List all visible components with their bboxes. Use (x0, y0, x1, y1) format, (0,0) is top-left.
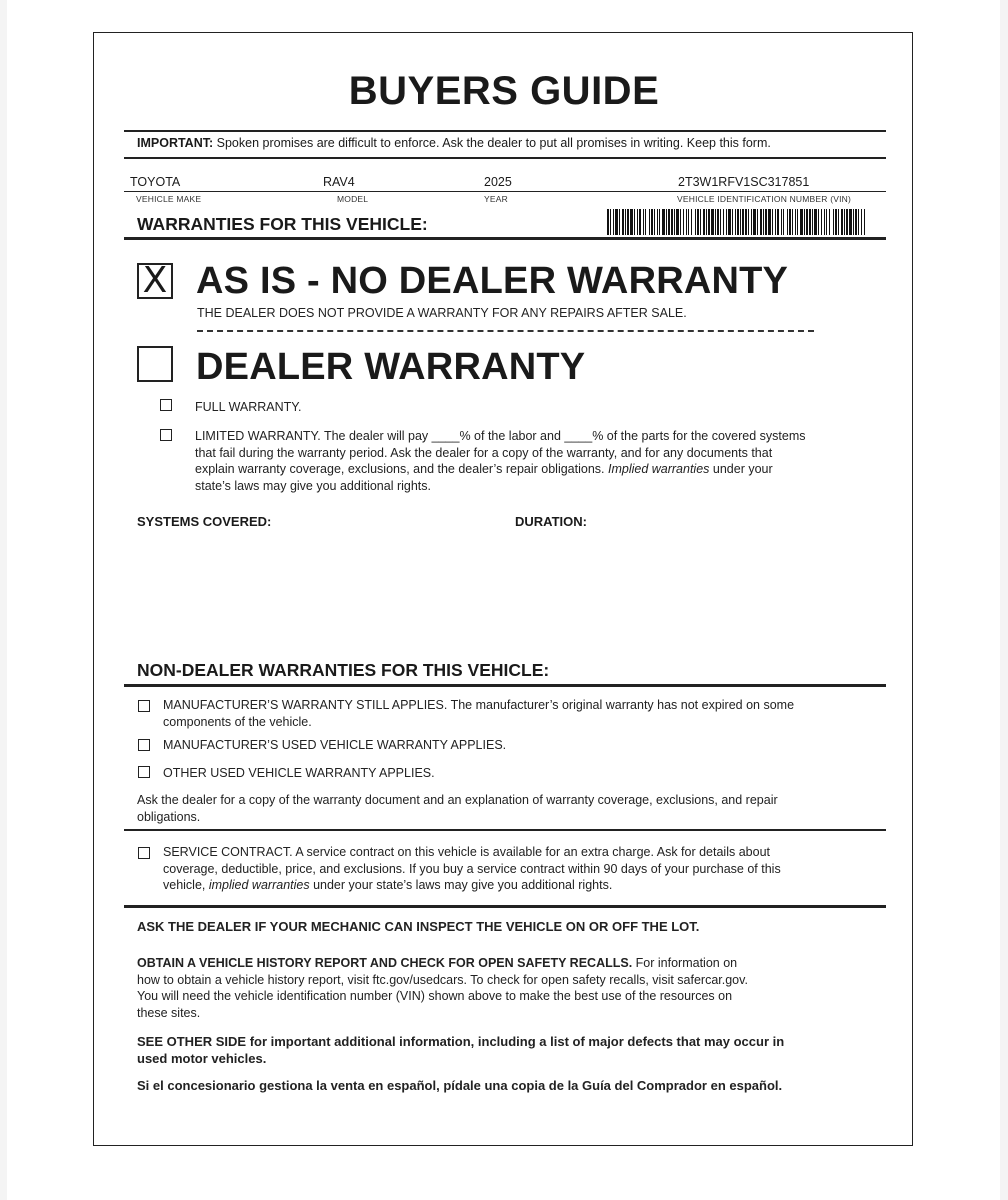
as-is-subtext: THE DEALER DOES NOT PROVIDE A WARRANTY FOR ANY REPAIRS AFTER SALE. (197, 306, 687, 320)
text-part: under your state’s laws may give you additional rights. (309, 878, 613, 892)
limited-warranty-text-part: under your (709, 462, 773, 476)
vehicle-history-paragraph (137, 955, 748, 1021)
limited-warranty-line (195, 461, 805, 478)
divider (124, 237, 886, 240)
vehicle-year-label: YEAR (484, 194, 508, 204)
vehicle-history-bold: OBTAIN A VEHICLE HISTORY REPORT AND CHECK FOR OPEN SAFETY RECALLS. (137, 956, 633, 970)
divider (124, 829, 886, 831)
text-line: components of the vehicle. (163, 714, 312, 729)
divider (124, 157, 886, 159)
manufacturer-warranty-text (163, 697, 794, 730)
systems-covered-label: SYSTEMS COVERED: (137, 514, 272, 529)
warranties-heading: WARRANTIES FOR THIS VEHICLE: (137, 214, 428, 234)
other-used-warranty-label: OTHER USED VEHICLE WARRANTY APPLIES. (163, 766, 435, 780)
text-line: these sites. (137, 1005, 201, 1020)
important-label: IMPORTANT: (137, 136, 214, 150)
text-line: SERVICE CONTRACT. A service contract on this vehicle is available for an extra charge. Ask for details about (163, 845, 770, 859)
divider (124, 130, 886, 132)
text-line: You will need the vehicle identification number (VIN) shown above to make the best use of the resources on (137, 989, 733, 1003)
text-line: used motor vehicles. (137, 1050, 267, 1066)
vehicle-year: 2025 (484, 175, 512, 189)
mechanic-inspection-note: ASK THE DEALER IF YOUR MECHANIC CAN INSPECT THE VEHICLE ON OR OFF THE LOT. (137, 919, 700, 934)
vehicle-make-label: VEHICLE MAKE (136, 194, 202, 204)
text-line: MANUFACTURER’S WARRANTY STILL APPLIES. The manufacturer’s original warranty has not expired on some (163, 698, 795, 712)
vehicle-vin: 2T3W1RFV1SC317851 (678, 175, 810, 189)
manufacturer-warranty-checkbox[interactable] (138, 700, 150, 712)
limited-warranty-checkbox[interactable] (160, 429, 172, 441)
manufacturer-used-warranty-checkbox[interactable] (138, 739, 150, 751)
service-contract-checkbox[interactable] (138, 847, 150, 859)
text-line (137, 1034, 784, 1051)
text-line: how to obtain a vehicle history report, visit ftc.gov/usedcars. To check for open safety recalls, visit safercar.gov. (137, 972, 748, 987)
divider (124, 684, 886, 687)
form-title: BUYERS GUIDE (348, 69, 660, 113)
limited-warranty-text-part: explain warranty coverage, exclusions, and the dealer’s repair obligations. (195, 462, 608, 476)
vehicle-model-label: MODEL (337, 194, 369, 204)
text-line (137, 955, 748, 972)
see-other-side-bold: SEE OTHER SIDE (137, 1034, 247, 1049)
as-is-heading: AS IS - NO DEALER WARRANTY (196, 260, 789, 302)
important-text: Spoken promises are difficult to enforce. Ask the dealer to put all promises in writing. Keep this form. (216, 136, 771, 150)
vehicle-vin-label: VEHICLE IDENTIFICATION NUMBER (VIN) (677, 194, 852, 204)
limited-warranty-text (195, 428, 805, 494)
text-part: for important additional information, including a list of major defects that may occur in (246, 1034, 785, 1049)
spanish-notice: Si el concesionario gestiona la venta en español, pídale una copia de la Guía del Comprador en español. (137, 1078, 783, 1093)
duration-label: DURATION: (515, 514, 587, 529)
checkbox-x-mark: X (142, 260, 168, 301)
as-is-checkbox[interactable] (137, 260, 173, 301)
limited-warranty-line: that fail during the warranty period. Ask the dealer for a copy of the warranty, and for any documents that (195, 445, 773, 460)
full-warranty-label: FULL WARRANTY. (195, 400, 302, 414)
text-line (163, 877, 781, 894)
text-line: coverage, deductible, price, and exclusions. If you buy a service contract within 90 days of your purchase of this (163, 861, 781, 876)
vehicle-model: RAV4 (323, 175, 355, 189)
buyers-guide-form (93, 32, 913, 1146)
implied-warranties-italic: Implied warranties (607, 462, 710, 476)
limited-warranty-line: state’s laws may give you additional rights. (195, 478, 431, 493)
dealer-warranty-heading: DEALER WARRANTY (196, 346, 586, 388)
text-line: obligations. (137, 809, 201, 824)
important-notice (137, 136, 771, 150)
vehicle-make: TOYOTA (130, 175, 181, 189)
warranty-document-note (137, 792, 778, 825)
implied-warranties-italic: implied warranties (208, 878, 310, 892)
vin-barcode (607, 209, 867, 235)
text-part: vehicle, (163, 878, 209, 892)
dealer-warranty-checkbox[interactable] (137, 346, 173, 382)
limited-warranty-line: LIMITED WARRANTY. The dealer will pay ____% of the labor and ____% of the parts for the covered systems (195, 429, 806, 443)
divider (124, 905, 886, 908)
full-warranty-checkbox[interactable] (160, 399, 172, 411)
dashed-separator (197, 330, 814, 332)
other-used-warranty-checkbox[interactable] (138, 766, 150, 778)
non-dealer-heading: NON-DEALER WARRANTIES FOR THIS VEHICLE: (137, 660, 550, 680)
service-contract-text (163, 844, 781, 894)
see-other-side-paragraph (137, 1034, 784, 1067)
divider (124, 191, 886, 192)
manufacturer-used-warranty-label: MANUFACTURER’S USED VEHICLE WARRANTY APPLIES. (163, 738, 507, 752)
text-line: Ask the dealer for a copy of the warranty document and an explanation of warranty coverage, exclusions, and repair (137, 793, 778, 807)
text-part: For information on (632, 956, 738, 970)
